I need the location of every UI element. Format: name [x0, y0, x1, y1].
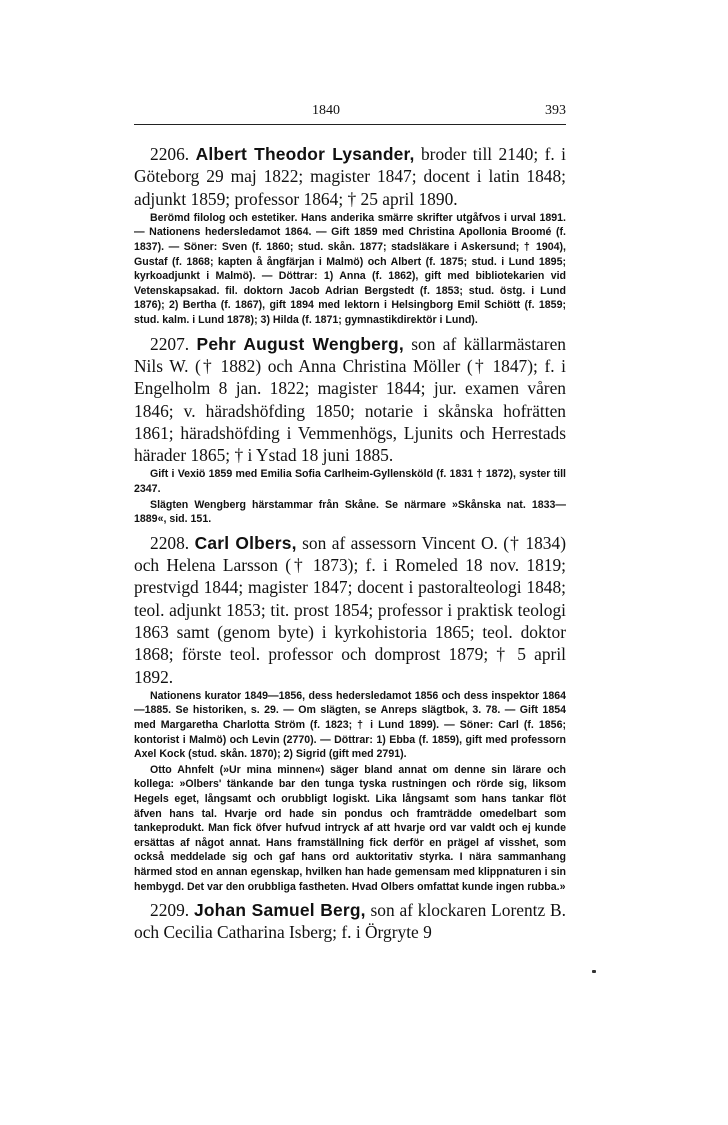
entry-lead — [134, 143, 566, 210]
entry-name: Pehr August Wengberg, — [196, 333, 404, 354]
running-header — [134, 103, 566, 123]
entry-name: Carl Olbers, — [194, 532, 297, 553]
entry-name: Johan Samuel Berg, — [193, 900, 366, 921]
entry-text: son af assessorn Vincent O. († 1834) och Helena Larsson († 1873); f. i Romeled 18 nov. 1819; prestvigd 1844; magister 1847; docent i pastoralteologi 1848; teol. adjunkt 1853; tit. prost 1854; professor i praktisk teologi 1863 samt (genom byte) i kyrkohistoria 1865; teol. doktor 1868; förste teol. professor och domprost 1879; † 5 april 1892. — [134, 532, 566, 687]
entry-number: 2206. — [150, 144, 190, 164]
entry-text: son af klockaren Lorentz B. och Cecilia Catharina Isberg; f. i Örgryte 9 — [134, 900, 566, 943]
header-rule — [134, 124, 566, 125]
header-year: 1840 — [312, 103, 340, 118]
entries — [134, 143, 566, 949]
entry-2208 — [134, 532, 566, 894]
entry-2209 — [134, 899, 566, 944]
entry-lead — [134, 333, 566, 467]
entry-note: Slägten Wengberg härstammar från Skåne. Se närmare »Skånska nat. 1833—1889«, sid. 151. — [134, 498, 566, 526]
entry-text: broder till 2140; f. i Göteborg 29 maj 1822; magister 1847; docent i latin 1848; adjunkt 1859; professor 1864; † 25 april 1890. — [134, 144, 566, 209]
entry-2207 — [134, 333, 566, 527]
ink-speck — [592, 970, 596, 973]
page-number: 393 — [545, 103, 566, 118]
entry-note: Gift i Vexiö 1859 med Emilia Sofia Carlheim-Gyllensköld (f. 1831 † 1872), syster till 2347. — [134, 468, 566, 496]
entry-text: son af källarmästaren Nils W. († 1882) och Anna Christina Möller († 1847); f. i Engelholm 8 jan. 1822; magister 1844; jur. examen våren 1846; v. häradshöfding 1850; notarie i skånska hofrätten 1861; häradshöfding i Vemmenhögs, Ljunits och Herrestads härader 1865; † i Ystad 18 juni 1885. — [134, 333, 566, 466]
entry-number: 2209. — [150, 900, 190, 921]
entry-lead — [134, 899, 566, 944]
entry-note: Nationens kurator 1849—1856, dess hedersledamot 1856 och dess inspektor 1864—1885. Se historiken, s. 29. — Om slägten, se Anreps slägtbok, 3. 78. — Gift 1854 med Margaretha Charlotta Ström (f. 1823; † i Lund 1899). — Söner: Carl (f. 1856; kontorist i Malmö) och Levin (2770). — Döttrar: 1) Ebba (f. 1859), gift med professorn Axel Kock (stud. skån. 1870); 2) Sigrid (gift med 2791). — [134, 689, 566, 761]
entry-number: 2208. — [150, 532, 190, 553]
entry-name: Albert Theodor Lysander, — [195, 144, 415, 164]
entry-number: 2207. — [150, 333, 190, 354]
entry-note: Otto Ahnfelt (»Ur mina minnen«) säger bland annat om denne sin lärare och kollega: »Olbers' tänkande bar den tunga tyska rustningen och rörde sig, liksom Hegels eget, långsamt och orubbligt logiskt. Lika långsamt som hans tankar flöt äfven hans tal. Hvarje ord hade sin pondus och framträdde omedelbart som tankeprodukt. Man fick öfver hufvud intryck af att hvarje ord var valdt och ej kunde ersättas af något annat. Hans framställning fick derför en prägel af visshet, som också meddelade sig och gaf hans ord auktoritativ styrka. I nära sammanhang härmed stod en annan egenskap, hvilken han hade gemensam med klippnaturen i sin hembygd. Det var den orubbliga fastheten. Hvad Olbers omfattat kunde ingen rubba.» — [134, 763, 566, 893]
entry-lead — [134, 532, 566, 688]
entry-note: Berömd filolog och estetiker. Hans anderika smärre skrifter utgåfvos i urval 1891. — Nationens hedersledamot 1864. — Gift 1859 med Christina Apollonia Broomé (f. 1837). — Söner: Sven (f. 1860; stud. skån. 1877; stadsläkare i Askersund; † 1904), Gustaf (f. 1868; kapten å ångfärjan i Malmö) och Albert (f. 1875; stud. i Lund 1895; kyrkoadjunkt i Malmö). — Döttrar: 1) Anna (f. 1862), gift med bibliotekarien vid Vetenskapsakad. fil. doktorn Jacob Adrian Bergstedt (f. 1853; stud. östg. i Lund 1876); 2) Bertha (f. 1867), gift 1894 med lektorn i Helsingborg Emil Schiött (f. 1859; stud. kalm. i Lund 1878); 3) Hilda (f. 1871; gymnastikdirektör i Lund). — [134, 211, 566, 327]
entry-2206 — [134, 143, 566, 328]
